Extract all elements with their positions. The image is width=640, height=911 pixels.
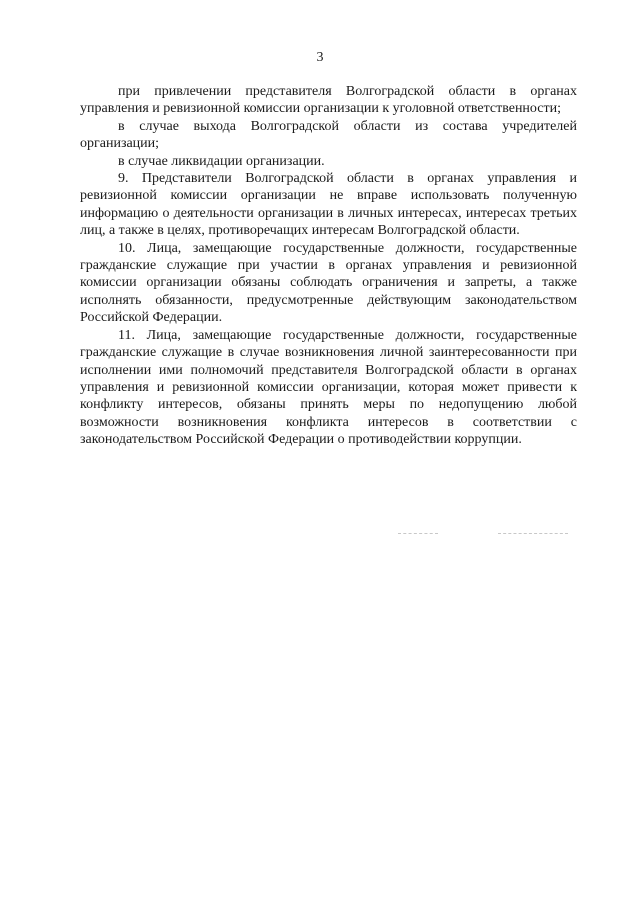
- scan-artifact-line: [398, 533, 438, 534]
- paragraph-item-10: 10. Лица, замещающие государственные должности, государственные гражданские служащие при участии в органах управления и ревизионной комиссии организации обязаны соблюдать ограничения и запреты, а также исполнять обязанности, предусмотренные действующим законодательством Российской Федерации.: [80, 240, 577, 326]
- paragraph-item-9: 9. Представители Волгоградской области в органах управления и ревизионной комиссии организации не вправе использовать полученную информацию о деятельности организации в личных интересах, интересах третьих лиц, а также в целях, противоречащих интересам Волгоградской области.: [80, 171, 577, 239]
- page-number: 3: [316, 50, 324, 65]
- paragraph-founders-exit: в случае выхода Волгоградской области из состава учредителей организации;: [80, 118, 577, 152]
- scan-artifact-line: [498, 533, 568, 534]
- document-body: [80, 83, 577, 449]
- paragraph-criminal-liability: при привлечении представителя Волгоградской области в органах управления и ревизионной комиссии организации к уголовной ответственности;: [80, 84, 577, 117]
- paragraph-liquidation: в случае ликвидации организации.: [118, 153, 325, 169]
- paragraph-item-11: 11. Лица, замещающие государственные должности, государственные гражданские служащие в случае возникновения личной заинтересованности при исполнении ими полномочий представителя Волгоградской области в органах управления и ревизионной комиссии организации, которая может привести к конфликту интересов, обязаны принять меры по недопущению любой возможности возникновения конфликта интересов в соответствии с законодательством Российской Федерации о противодействии коррупции.: [80, 327, 577, 448]
